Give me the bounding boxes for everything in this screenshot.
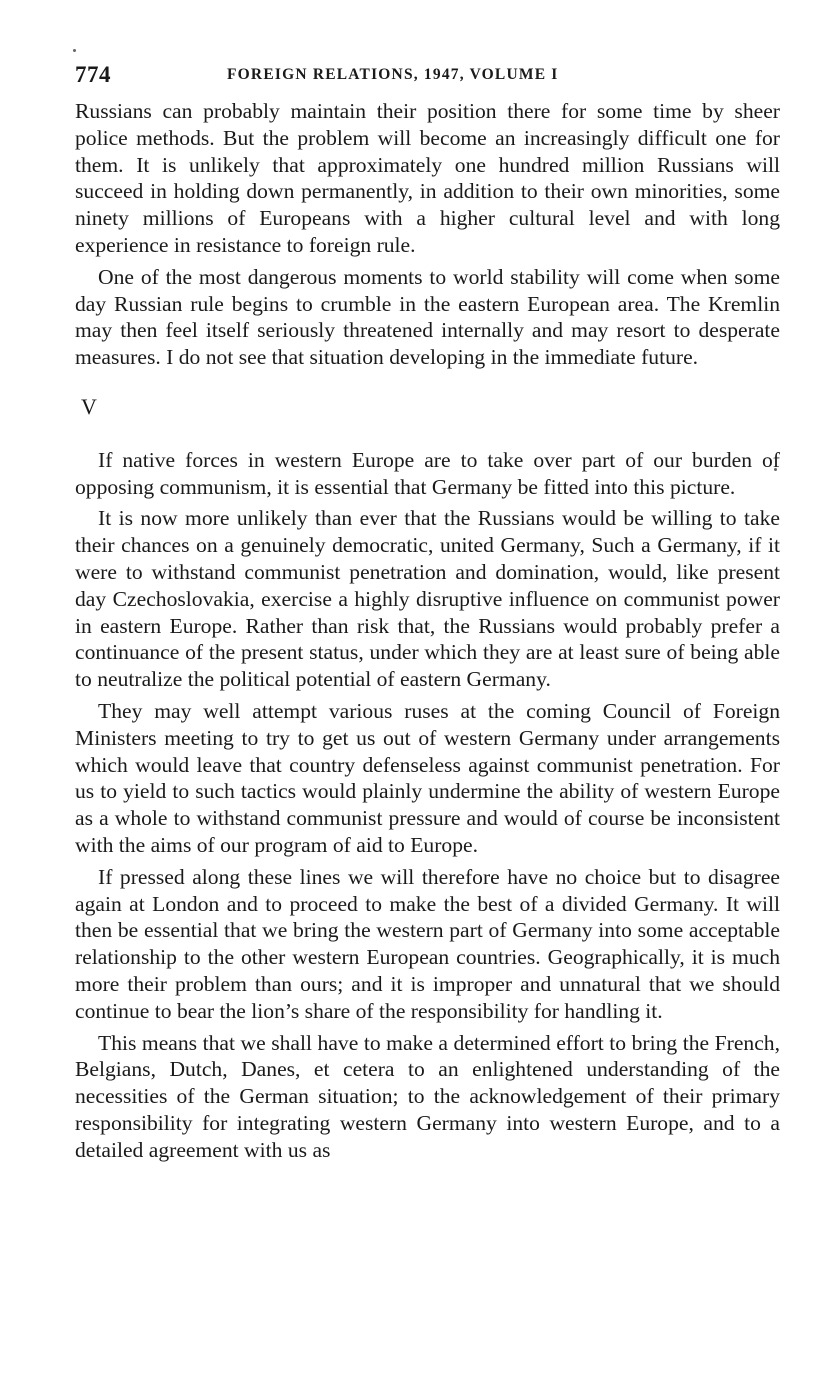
page-number: 774 — [75, 62, 111, 87]
paragraph: They may well attempt various ruses at the coming Council of Foreign Ministers meeting to try to get us out of western Germany under arrangements which would leave that country defenseless against communist penetration. For us to yield to such tactics would plainly undermine the ability of western Europe as a whole to withstand communist pressure and would of course be inconsistent with the aims of our program of aid to Europe. — [75, 698, 780, 857]
paragraph: If pressed along these lines we will therefore have no choice but to disagree again at London and to proceed to make the best of a divided Germany. It will then be essential that we bring the western part of Germany into some acceptable relationship to the other western European countries. Geographically, it is much more their problem than ours; and it is improper and unnatural that we should continue to bear the lion’s share of the responsibility for handling it. — [75, 864, 780, 1023]
paragraph: It is now more unlikely than ever that the Russians would be willing to take their chances on a genuinely democratic, united Germany, Such a Germany, if it were to withstand communist penetration and domination, would, like present day Czechoslovakia, exercise a highly disruptive influence on communist power in eastern Europe. Rather than risk that, the Russians would probably prefer a continuance of the present status, under which they are at least sure of being able to neutralize the political potential of eastern Germany. — [75, 506, 780, 692]
running-title: FOREIGN RELATIONS, 1947, VOLUME I — [227, 66, 559, 83]
paragraph: Russians can probably maintain their position there for some time by sheer police methods. But the problem will become an increasingly difficult one for them. It is unlikely that approximately one hundred million Russians will succeed in holding down permanently, in addition to their own minorities, some ninety millions of Europeans with a higher cultural level and with long experience in resistance to foreign rule. — [75, 99, 780, 257]
paragraph: If native forces in western Europe are to take over part of our burden of opposing communism, it is essential that Germany be fitted into this picture. — [75, 447, 780, 499]
running-header — [75, 58, 780, 92]
body-text — [75, 98, 780, 1163]
paragraph: This means that we shall have to make a determined effort to bring the French, Belgians, Dutch, Danes, et cetera to an enlightened understanding of the necessities of the German situation; to the acknowledgement of their primary responsibility for integrating western Germany into western Europe, and to a detailed agreement with us as — [75, 1030, 780, 1162]
scan-speck — [73, 49, 76, 52]
book-page — [75, 58, 780, 1168]
paragraph: One of the most dangerous moments to world stability will come when some day Russian rule begins to crumble in the eastern European area. The Kremlin may then feel itself seriously threatened internally and may resort to desperate measures. I do not see that situation developing in the immediate future. — [75, 264, 780, 370]
section-heading: V — [81, 393, 98, 419]
